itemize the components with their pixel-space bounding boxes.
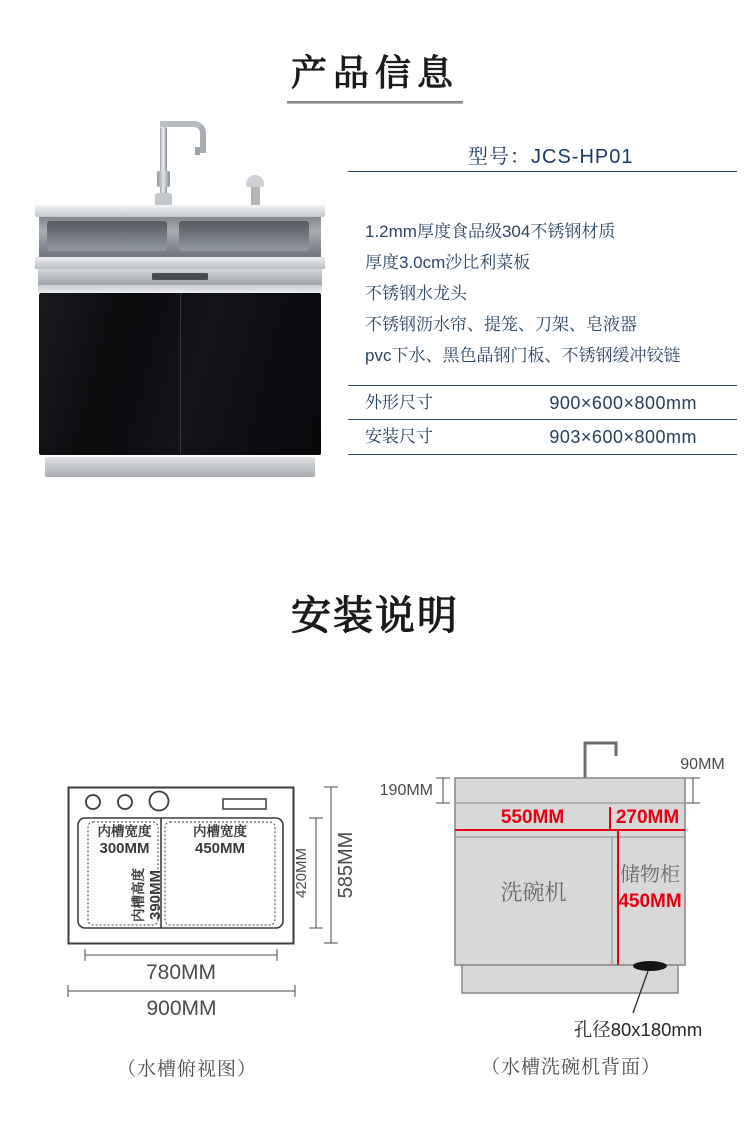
left-bowl-size: 内槽宽度 300MM	[97, 824, 152, 857]
inner-width-dim: 780MM	[145, 961, 217, 984]
soap-dispenser-stem	[251, 187, 260, 205]
brand-plaque	[152, 273, 208, 280]
faucet-nozzle	[195, 147, 200, 155]
faucet-joint	[157, 171, 170, 187]
backsplash-height-dim: 90MM	[680, 756, 725, 773]
model-number: 型号：JCS-HP01	[468, 146, 634, 168]
spec-line: 1.2mm厚度食品级304不锈钢材质	[365, 222, 616, 241]
product-image	[15, 113, 340, 483]
spec-line: 不锈钢水龙头	[365, 284, 467, 303]
outer-width-dim: 900MM	[146, 997, 217, 1020]
soap-dispenser	[246, 175, 264, 187]
spec-line: pvc下水、黑色晶钢门板、不锈钢缓冲铰链	[365, 346, 681, 365]
left-bowl-depth: 内槽高度 390MM	[131, 868, 164, 922]
cabinet-height-dim: 450MM	[618, 891, 682, 912]
sink-basin	[39, 217, 321, 257]
spec-list	[365, 216, 737, 371]
drain-hole	[633, 961, 667, 971]
cabinet-width-dim: 270MM	[615, 807, 680, 828]
model-divider-line	[348, 171, 737, 172]
dimension-label: 安装尺寸	[365, 427, 433, 446]
inner-height-dim: 420MM	[293, 847, 310, 899]
hole-size-note: 孔径80x180mm	[573, 1019, 703, 1040]
outer-height-dim: 585MM	[335, 831, 357, 899]
sink-apron	[38, 269, 322, 285]
dimension-value: 900×600×800mm	[549, 393, 697, 413]
spec-line: 不锈钢沥水帘、提笼、刀架、皂液器	[365, 315, 637, 334]
sink-back-ledge	[35, 205, 325, 217]
sink-front-rim	[35, 257, 325, 269]
sink-bowl-right	[179, 221, 309, 251]
cabinet-plinth	[45, 457, 315, 477]
storage-cabinet-label: 储物柜	[620, 864, 680, 886]
cabinet-doors	[39, 293, 321, 455]
cabinet-trim	[38, 285, 322, 293]
door-divider	[180, 293, 181, 455]
right-bowl-size: 内槽宽度 450MM	[193, 824, 247, 857]
dimension-label: 外形尺寸	[365, 393, 433, 412]
table-row	[348, 419, 737, 453]
faucet-outline	[585, 743, 616, 778]
top-view-caption: （水槽俯视图）	[116, 1059, 257, 1080]
dimensions-table	[348, 385, 737, 455]
spec-line: 厚度3.0cm沙比利菜板	[365, 253, 531, 272]
sink-bowl-left	[47, 221, 167, 251]
dishwasher-label: 洗碗机	[500, 880, 567, 905]
dishwasher-width-dim: 550MM	[500, 807, 565, 828]
back-panel-height-dim: 190MM	[379, 782, 433, 799]
sink-top-view-diagram	[40, 760, 370, 1090]
title-underline	[287, 101, 463, 104]
installation-title: 安装说明	[291, 594, 459, 638]
product-info-title: 产品信息	[290, 52, 459, 93]
top-view-drawing	[40, 760, 370, 1090]
table-row	[348, 386, 737, 419]
back-view-caption: （水槽洗碗机背面）	[480, 1057, 661, 1078]
dimension-value: 903×600×800mm	[549, 427, 697, 447]
sink-back-view-diagram	[379, 730, 735, 1095]
